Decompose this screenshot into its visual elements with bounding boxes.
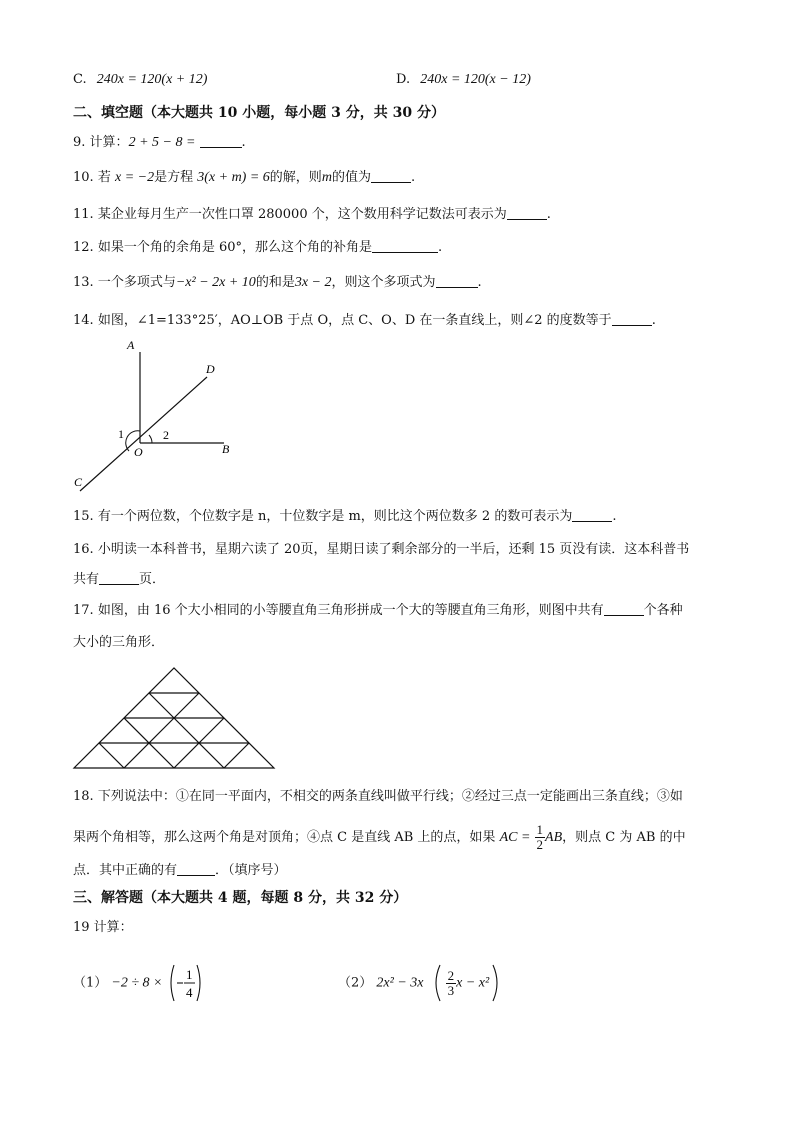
- math-expression: 2x² − 3x: [376, 975, 424, 991]
- question-19-title: 19 计算：: [73, 920, 133, 935]
- math-variable: m: [321, 170, 332, 185]
- question-17-line-1: [73, 601, 683, 621]
- option-c-label: C.: [73, 72, 87, 87]
- question-number: 18.: [73, 789, 94, 804]
- question-14: [73, 311, 656, 331]
- question-text: ，则这个多项式为: [331, 275, 436, 290]
- answer-blank[interactable]: [507, 205, 547, 220]
- question-number: 9.: [73, 135, 86, 150]
- question-text: ，则点 C 为 AB 的中: [562, 830, 686, 845]
- punctuation: .: [651, 313, 656, 328]
- punctuation: .: [546, 207, 551, 222]
- grid-line: [224, 743, 249, 768]
- question-number: 17.: [73, 603, 94, 618]
- question-text: 个各种: [643, 603, 683, 618]
- question-text: 如果一个角的余角是 60°，那么这个角的补角是: [97, 240, 373, 255]
- question-number: 15.: [73, 509, 94, 524]
- punctuation: .: [477, 275, 482, 290]
- answer-blank[interactable]: [612, 311, 652, 326]
- part-label: （2）: [338, 975, 373, 991]
- answer-blank[interactable]: [604, 601, 644, 616]
- left-paren: [428, 962, 446, 1004]
- answer-blank[interactable]: [99, 570, 139, 585]
- question-number: 14.: [73, 313, 94, 328]
- question-text: 小明读一本科普书，星期六读了 20页，星期日读了剩余部分的一半后，还剩 15 页没有读．这本科普书: [97, 542, 690, 557]
- line-cd: [80, 377, 207, 491]
- option-d-expression: 240x = 120(x − 12): [420, 72, 531, 87]
- math-expression: x − x²: [456, 975, 490, 991]
- question-18-line-3: [73, 861, 287, 881]
- fraction-numerator: 1: [185, 967, 193, 982]
- question-text: ．（填序号）: [215, 863, 287, 878]
- fraction-one-half: [535, 823, 546, 852]
- angle-figure: [64, 332, 244, 502]
- answer-blank[interactable]: [372, 238, 438, 253]
- question-number: 10.: [73, 170, 94, 185]
- fraction-denominator: 2: [536, 837, 544, 852]
- question-16-line-1: [73, 540, 689, 560]
- question-text: 共有: [73, 572, 100, 587]
- question-18-line-1: [73, 787, 683, 807]
- option-d-label: D.: [396, 72, 411, 87]
- question-text: 页．: [139, 572, 166, 587]
- grid-line: [149, 693, 224, 768]
- question-text: 某企业每月生产一次性口罩 280000 个，这个数用科学记数法可表示为: [97, 207, 507, 222]
- question-12: [73, 238, 442, 258]
- punctuation: .: [438, 240, 443, 255]
- question-11: [73, 205, 551, 225]
- question-15: [73, 507, 616, 527]
- angle-2-arc: [149, 435, 152, 443]
- option-c: [73, 70, 207, 90]
- question-text: 的值为: [331, 170, 371, 185]
- math-expression: 2 + 5 − 8 =: [128, 135, 196, 150]
- grid-line: [99, 743, 124, 768]
- fraction-numerator: 2: [447, 967, 455, 983]
- question-number: 16.: [73, 542, 94, 557]
- label-d: D: [206, 362, 215, 376]
- answer-blank[interactable]: [371, 168, 411, 183]
- question-text: 下列说法中：①在同一平面内，不相交的两条直线叫做平行线；②经过三点一定能画出三条直线；③如: [97, 789, 683, 804]
- question-17-line-2: [73, 633, 164, 653]
- question-text: 一个多项式与: [97, 275, 176, 290]
- math-expression: 3x − 2: [294, 275, 332, 290]
- left-paren: [171, 965, 174, 1001]
- question-text: 的解，则: [269, 170, 322, 185]
- question-number: 11.: [73, 207, 94, 222]
- question-text: 计算：: [89, 135, 129, 150]
- question-text: 大小的三角形．: [73, 635, 165, 650]
- punctuation: .: [241, 135, 246, 150]
- question-text: 如图，∠1=133°25′，AO⊥OB 于点 O，点 C、O、D 在一条直线上，则∠2 的度数等于: [97, 313, 612, 328]
- question-number: 12.: [73, 240, 94, 255]
- math-expression: −x² − 2x + 10: [175, 275, 256, 290]
- question-text: 是方程: [154, 170, 194, 185]
- math-expression: 3(x + m) = 6: [197, 170, 270, 185]
- answer-blank[interactable]: [177, 861, 215, 876]
- section-2-heading: 二、填空题（本大题共 10 小题，每小题 3 分，共 30 分）: [73, 105, 445, 121]
- math-expression: AC =: [499, 830, 531, 845]
- option-d: [396, 70, 531, 90]
- punctuation: .: [410, 170, 416, 185]
- question-19-part-1: [73, 962, 203, 1004]
- fraction-numerator: 1: [536, 822, 544, 837]
- answer-blank[interactable]: [200, 133, 242, 148]
- question-text: 如图，由 16 个大小相同的小等腰直角三角形拼成一个大的等腰直角三角形，则图中共有: [97, 603, 604, 618]
- fraction-denominator: 3: [447, 982, 455, 998]
- label-o: O: [134, 445, 143, 459]
- question-10: [73, 168, 415, 188]
- triangle-figure: [70, 664, 280, 772]
- label-angle-2: 2: [163, 428, 169, 442]
- answer-blank[interactable]: [436, 273, 478, 288]
- right-paren: [489, 962, 503, 1004]
- punctuation: .: [612, 509, 617, 524]
- grid-line: [124, 693, 199, 768]
- question-text: 有一个两位数，个位数字是 n，十位数字是 m，则比这个两位数多 2 的数可表示为: [97, 509, 573, 524]
- question-text: 点．其中正确的有: [73, 863, 178, 878]
- question-9: [73, 133, 246, 153]
- label-c: C: [74, 475, 83, 489]
- right-paren: [197, 965, 200, 1001]
- question-text: 的和是: [255, 275, 295, 290]
- answer-blank[interactable]: [572, 507, 612, 522]
- math-expression: −2 ÷ 8 ×: [111, 975, 163, 991]
- label-b: B: [222, 442, 230, 456]
- question-13: [73, 273, 482, 293]
- question-19-part-2: [338, 962, 503, 1004]
- question-text: 若: [97, 170, 111, 185]
- bracketed-negative-fraction: [167, 962, 203, 1004]
- part-label: （1）: [73, 975, 108, 991]
- option-c-expression: 240x = 120(x + 12): [96, 72, 208, 87]
- math-expression: AB: [545, 830, 563, 845]
- section-3-heading: 三、解答题（本大题共 4 题，每题 8 分，共 32 分）: [73, 890, 408, 906]
- fraction-denominator: 4: [185, 985, 193, 1000]
- label-a: A: [127, 338, 135, 352]
- question-text: 果两个角相等，那么这两个角是对顶角；④点 C 是直线 AB 上的点，如果: [73, 830, 496, 845]
- question-number: 13.: [73, 275, 94, 290]
- question-18-line-2: [73, 818, 686, 858]
- question-16-line-2: [73, 570, 165, 590]
- math-expression: x = −2: [114, 170, 155, 185]
- fraction-two-thirds: [446, 969, 457, 998]
- label-angle-1: 1: [118, 427, 124, 441]
